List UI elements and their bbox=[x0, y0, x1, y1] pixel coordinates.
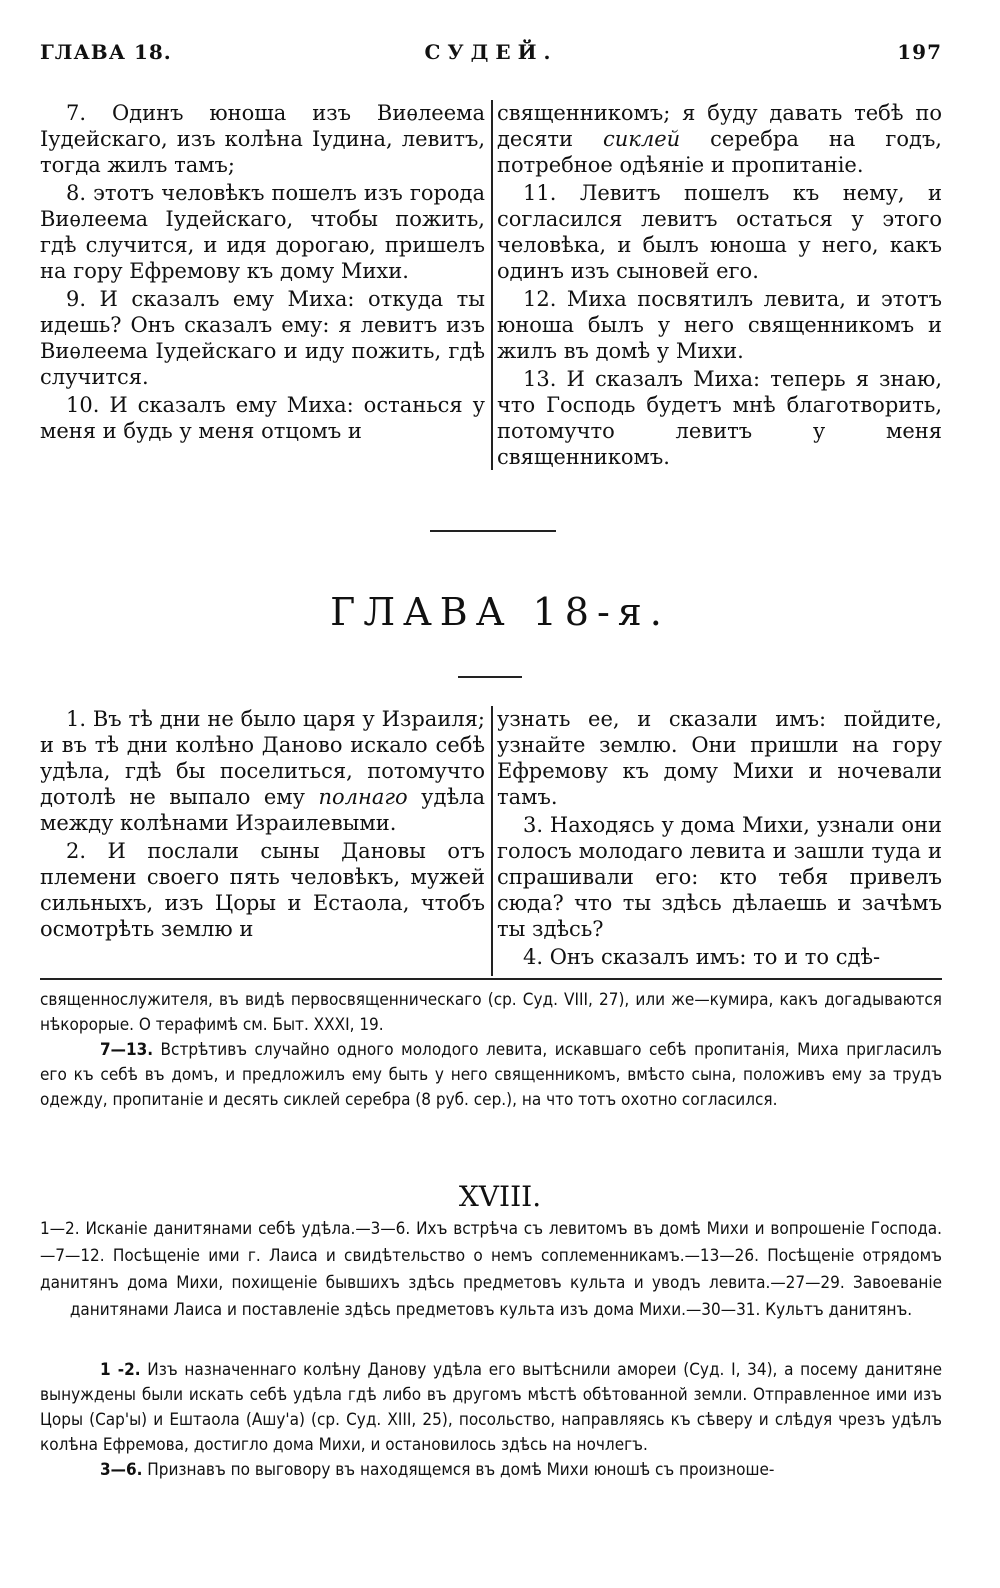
commentary-ch18 bbox=[40, 1358, 942, 1483]
verse-ref: 1 -2. bbox=[100, 1360, 141, 1380]
verse-7: 7. Одинъ юноша изъ Виѳлеема Іудейскаго, изъ колѣна Іудина, левитъ, тогда жилъ тамъ; bbox=[40, 101, 485, 177]
left-column bbox=[40, 706, 485, 944]
verse-1: 1. Въ тѣ дни не было царя у Израиля; и въ тѣ дни колѣно Даново искало себѣ удѣла, гдѣ бы поселиться, потомучто дотолѣ не выпало ему полнаго удѣла между колѣнами Израилевыми. bbox=[40, 707, 485, 835]
chapter-title: ГЛАВА 18-я. bbox=[330, 590, 670, 634]
commentary-ch17 bbox=[40, 988, 942, 1113]
chapter-summary bbox=[40, 1216, 942, 1324]
verse-10-continued: священникомъ; я буду давать тебѣ по десяти сиклей серебра на годъ, потребное одѣяніе и пропитаніе. bbox=[497, 101, 942, 177]
commentary-paragraph: священнослужителя, въ видѣ первосвященническаго (ср. Суд. VIII, 27), или же—кумира, какъ догадываются нѣкорорые. О терафимѣ см. Быт. XXXI, 19. bbox=[40, 990, 942, 1035]
verse-8: 8. этотъ человѣкъ пошелъ изъ города Виѳлеема Іудейскаго, чтобы пожить, гдѣ случится, и идя дорогаю, пришелъ на гору Ефремову къ дому Михи. bbox=[40, 181, 485, 283]
verse-4: 4. Онъ сказалъ имъ: то и то сдѣ- bbox=[523, 945, 881, 969]
section-heading: XVIII. bbox=[458, 1180, 542, 1213]
commentary-paragraph: 1 -2. Изъ назначеннаго колѣну Данову удѣла его вытѣснили амореи (Суд. I, 34), а посему данитяне вынуждены были искать себѣ удѣла гдѣ либо въ другомъ мѣстѣ обѣтованной земли. Отправленное ими изъ Цоры (Сар'ы) и Ештаола (Ашу'а) (ср. Суд. XIII, 25), посольство, направляясь къ сѣверу и слѣдуя чрезъ удѣлъ колѣна Ефремова, достигло дома Михи, и остановилось здѣсь на ночлегъ. bbox=[40, 1360, 943, 1455]
running-head bbox=[40, 40, 942, 70]
verse-2: 2. И послали сыны Дановы отъ племени своего пять человѣкъ, мужей сильныхъ, изъ Цоры и Естаола, чтобъ осмотрѣть землю и bbox=[40, 839, 485, 941]
verses-block-ch18 bbox=[40, 706, 942, 976]
verse-ref: 7—13. bbox=[100, 1040, 154, 1060]
verses-block-ch17 bbox=[40, 100, 942, 480]
verse-10: 10. И сказалъ ему Миха: останься у меня и будь у меня отцомъ и bbox=[40, 393, 485, 443]
column-divider bbox=[491, 100, 493, 470]
column-divider bbox=[491, 706, 493, 976]
page-number: 197 bbox=[897, 40, 942, 64]
verse-13: 13. И сказалъ Миха: теперь я знаю, что Господь будетъ мнѣ благотворить, потомучто левитъ у меня священникомъ. bbox=[497, 367, 942, 469]
separator-rule-small bbox=[458, 676, 522, 678]
separator-rule bbox=[430, 530, 556, 532]
commentary-paragraph: 3—6. Признавъ по выговору въ находящемся въ домѣ Михи юношѣ съ произноше- bbox=[100, 1460, 775, 1480]
left-column bbox=[40, 100, 485, 446]
right-column bbox=[497, 706, 942, 972]
commentary-paragraph: 7—13. Встрѣтивъ случайно одного молодого левита, искавшаго себѣ пропитанія, Миха пригласилъ его къ себѣ въ домъ, и предложилъ ему быть у него священникомъ, вмѣсто сына, положивъ ему за трудъ одежду, пропитаніе и десять сиклей серебра (8 руб. сер.), на что тотъ охотно согласился. bbox=[40, 1040, 942, 1110]
right-column bbox=[497, 100, 942, 472]
summary-text: 1—2. Исканіе данитянами себѣ удѣла.—3—6. Ихъ встрѣча съ левитомъ въ домѣ Михи и вопрошеніе Господа.—7—12. Посѣщеніе ими г. Лаиса и свидѣтельство о немъ соплеменникамъ.—13—26. Посѣщеніе отрядомъ данитянъ дома Михи, похищеніе бывшихъ здѣсь предметовъ культа и уводъ левита.—27—29. Завоеваніе данитянами Лаиса и поставленіе здѣсь предметовъ культа изъ дома Михи.—30—31. Культъ данитянъ. bbox=[40, 1219, 942, 1320]
header-book-title: СУДЕЙ. bbox=[424, 40, 558, 64]
commentary-rule bbox=[40, 978, 942, 980]
verse-12: 12. Миха посвятилъ левита, и этотъ юноша былъ у него священникомъ и жилъ въ домѣ у Михи. bbox=[497, 287, 942, 363]
verse-2-continued: узнать ее, и сказали имъ: пойдите, узнайте землю. Они пришли на гору Ефремову къ дому Михи и ночевали тамъ. bbox=[497, 707, 942, 809]
verse-3: 3. Находясь у дома Михи, узнали они голосъ молодаго левита и зашли туда и спрашивали его: кто тебя привелъ сюда? что ты здѣсь дѣлаешь и зачѣмъ ты здѣсь? bbox=[497, 813, 942, 941]
verse-9: 9. И сказалъ ему Миха: откуда ты идешь? Онъ сказалъ ему: я левитъ изъ Виѳлеема Іудейскаго и иду пожить, гдѣ случится. bbox=[40, 287, 485, 389]
header-chapter: ГЛАВА 18. bbox=[40, 40, 172, 64]
verse-ref: 3—6. bbox=[100, 1460, 143, 1480]
verse-11: 11. Левитъ пошелъ къ нему, и согласился левитъ остаться у этого человѣка, и былъ юноша у него, какъ одинъ изъ сыновей его. bbox=[497, 181, 942, 283]
